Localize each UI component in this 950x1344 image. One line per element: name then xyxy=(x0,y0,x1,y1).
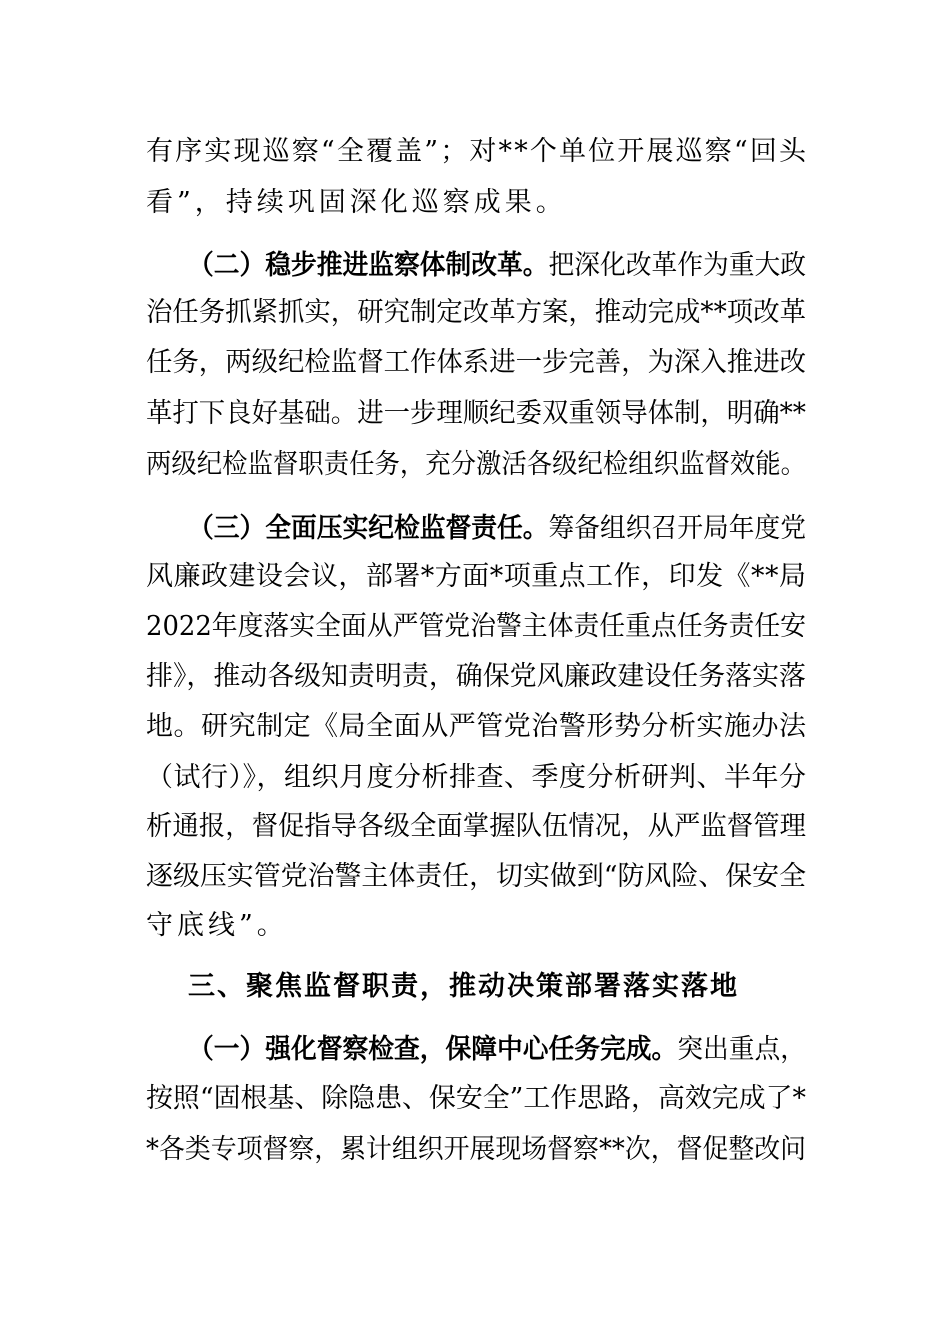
paragraph-line xyxy=(146,710,806,744)
paragraph-line xyxy=(146,761,806,795)
subsection-heading: （一）强化督察检查，保障中心任务完成。 xyxy=(188,1034,678,1065)
line-text: 任务，两级纪检监督工作体系进一步完善，为深入推进改 xyxy=(146,347,806,378)
line-text: *各类专项督察，累计组织开展现场督察**次，督促整改问 xyxy=(146,1134,806,1165)
paragraph-line xyxy=(146,560,806,594)
line-text: 析通报，督促指导各级全面掌握队伍情况，从严监督管理 xyxy=(146,811,806,842)
section-heading xyxy=(188,970,739,1004)
paragraph-line xyxy=(146,296,806,330)
paragraph-line xyxy=(146,1082,806,1116)
paragraph-line xyxy=(146,860,806,894)
line-text: 守底线”。 xyxy=(146,910,288,941)
line-text: 排》，推动各级知责明责，确保党风廉政建设任务落实落 xyxy=(146,661,806,692)
line-text: 筹备组织召开局年度党 xyxy=(548,513,806,544)
paragraph-line xyxy=(146,346,806,380)
paragraph-line xyxy=(188,249,806,283)
paragraph-line xyxy=(146,610,806,644)
line-text: 风廉政建设会议，部署*方面*项重点工作，印发《**局 xyxy=(146,561,807,592)
line-text: 治任务抓紧抓实，研究制定改革方案，推动完成**项改革 xyxy=(146,297,806,328)
paragraph-line xyxy=(146,186,806,220)
line-text: 逐级压实管党治警主体责任，切实做到“防风险、保安全 xyxy=(146,861,806,892)
paragraph-line xyxy=(146,810,806,844)
paragraph-line xyxy=(146,660,806,694)
paragraph-line xyxy=(188,1033,806,1067)
paragraph-line xyxy=(146,135,809,169)
line-text: （试行）》，组织月度分析排查、季度分析研判、半年分 xyxy=(146,762,807,793)
line-text: 看”，持续巩固深化巡察成果。 xyxy=(146,187,567,218)
line-text: 2022年度落实全面从严管党治警主体责任重点任务责任安 xyxy=(146,611,806,642)
paragraph-line xyxy=(146,1133,806,1167)
section-heading-text: 三、聚焦监督职责，推动决策部署落实落地 xyxy=(188,971,739,1002)
line-text: 按照“固根基、除隐患、保安全”工作思路，高效完成了* xyxy=(146,1083,806,1114)
paragraph-line xyxy=(146,397,806,431)
line-text: 突出重点， xyxy=(677,1034,806,1065)
line-text: 把深化改革作为重大政 xyxy=(548,250,806,281)
line-text: 地。研究制定《局全面从严管党治警形势分析实施办法 xyxy=(146,711,807,742)
line-text: 两级纪检监督职责任务，充分激活各级纪检组织监督效能。 xyxy=(146,449,806,480)
line-text: 有序实现巡察“全覆盖”；对**个单位开展巡察“回头 xyxy=(146,136,809,167)
paragraph-line xyxy=(146,448,806,482)
subsection-heading: （三）全面压实纪检监督责任。 xyxy=(188,513,549,544)
paragraph-line xyxy=(188,512,806,546)
paragraph-line xyxy=(146,909,806,943)
subsection-heading: （二）稳步推进监察体制改革。 xyxy=(188,250,549,281)
line-text: 革打下良好基础。进一步理顺纪委双重领导体制，明确** xyxy=(146,398,806,429)
